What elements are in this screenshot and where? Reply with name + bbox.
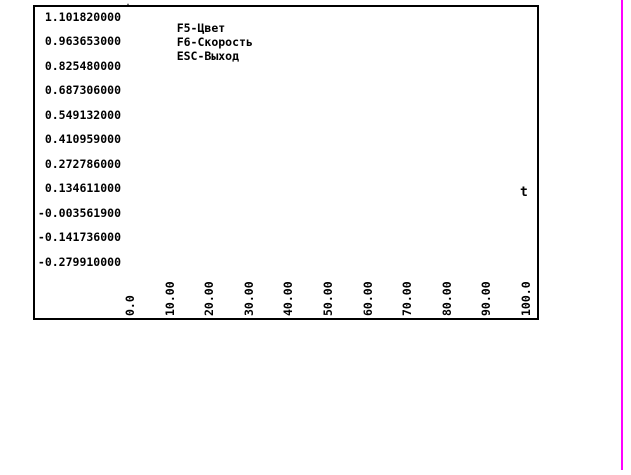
y-tick-label: 0.549132000 <box>44 107 121 122</box>
right-edge-accent-line <box>621 0 623 470</box>
menu-item-esc-exit[interactable]: ESC-Выход <box>176 49 240 63</box>
x-tick-label: 50.00 <box>321 281 335 316</box>
y-tick-label: 0.410959000 <box>44 132 121 146</box>
y-tick-label: 0.825480000 <box>44 58 121 73</box>
x-tick-label: 10.00 <box>162 281 177 316</box>
y-tick-label: -0.141736000 <box>37 230 121 244</box>
x-tick-label: 100.0 <box>519 281 533 316</box>
menu-bar <box>149 7 266 63</box>
y-tick-label: 0.963653000 <box>44 34 121 48</box>
y-tick-label: -0.003561900 <box>37 205 121 220</box>
y-tick-label: -0.279910000 <box>37 254 121 269</box>
menu-item-f6-speed[interactable]: F6-Скорость <box>176 35 253 49</box>
x-tick-label: 70.00 <box>400 281 415 316</box>
x-tick-label: 60.00 <box>360 281 375 316</box>
x-tick-label: 40.00 <box>281 281 296 316</box>
x-tick-label: 80.00 <box>439 281 454 316</box>
y-tick-label: 0.687306000 <box>44 83 121 97</box>
y-tick-label: 1.101820000 <box>44 9 121 24</box>
x-tick-label: 20.00 <box>202 281 217 316</box>
x-tick-label: 90.00 <box>479 281 494 316</box>
menu-item-f5-color[interactable]: F5-Цвет <box>176 21 226 35</box>
x-tick-label: 30.00 <box>241 281 256 316</box>
y-tick-label: 0.134611000 <box>44 181 121 195</box>
x-tick-label: 0.0 <box>123 295 137 316</box>
y-tick-label: 0.272786000 <box>44 156 121 171</box>
x-axis-title: t <box>520 185 528 200</box>
